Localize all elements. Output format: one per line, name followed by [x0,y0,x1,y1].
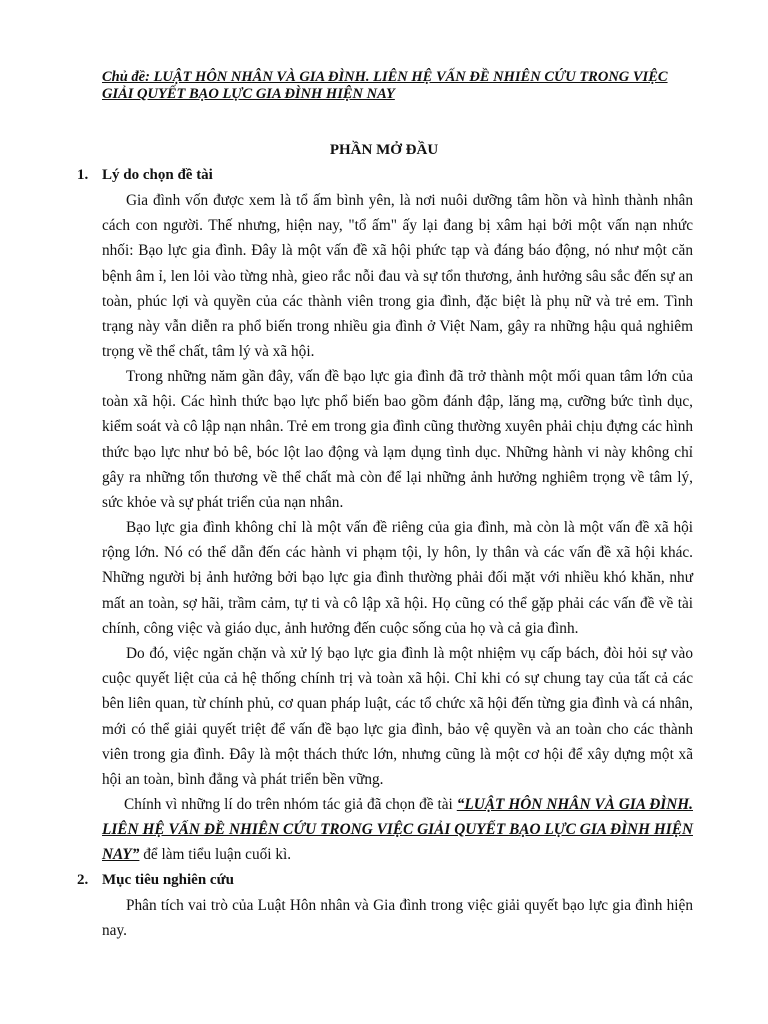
section-1-number: 1. [77,167,89,183]
paragraph-4: Do đó, việc ngăn chặn và xử lý bạo lực gia đình là một nhiệm vụ cấp bách, đòi hỏi sự vào cuộc quyết liệt của cả hệ thống chính trị và toàn xã hội. Chỉ khi có sự chung tay của tất cả các bên liên quan, từ chính phủ, cơ quan pháp luật, các tổ chức xã hội đến từng gia đình và cá nhân, mới có thể giải quyết triệt để vấn đề bạo lực gia đình, bảo vệ quyền và an toàn cho các thành viên trong gia đình. Đây là một thách thức lớn, nhưng cũng là một cơ hội để xây dựng một xã hội an toàn, bình đẳng và phát triển bền vững. [102,645,693,789]
topic-title: Chủ đề: LUẬT HÔN NHÂN VÀ GIA ĐÌNH. LIÊN HỆ VẤN ĐỀ NHIÊN CỨU TRONG VIỆC GIẢI QUYẾT BẠO LỰC GIA ĐÌNH HIỆN NAY [102,69,668,102]
paragraph-2: Trong những năm gần đây, vấn đề bạo lực gia đình đã trở thành một mối quan tâm lớn của toàn xã hội. Các hình thức bạo lực phổ biến bao gồm đánh đập, lăng mạ, cưỡng bức tình dục, kiểm soát và cô lập nạn nhân. Trẻ em trong gia đình cũng thường xuyên phải chịu đựng các hình thức bạo lực như bỏ bê, bóc lột lao động và lạm dụng tình dục. Những hành vi này không chỉ gây ra những tổn thương về thể chất mà còn để lại những ảnh hưởng nghiêm trọng về tâm lý, sức khỏe và sự phát triển của nạn nhân. [102,368,693,512]
closing-suffix: để làm tiểu luận cuối kì. [139,846,292,864]
paragraph-objective: Phân tích vai trò của Luật Hôn nhân và Gia đình trong việc giải quyết bạo lực gia đình hiện nay. [102,897,693,940]
section-1-title: Lý do chọn đề tài [102,167,213,183]
section-2-title: Mục tiêu nghiên cứu [102,872,234,888]
closing-topic-emphasis: “LUẬT HÔN NHÂN VÀ GIA ĐÌNH. LIÊN HỆ VẤN ĐỀ NHIÊN CỨU TRONG VIỆC GIẢI QUYẾT BẠO LỰC GIA ĐÌNH HIỆN NAY” [102,796,693,864]
closing-paragraph [102,792,693,868]
part-title: PHẦN MỞ ĐẦU [329,142,439,158]
paragraph-1: Gia đình vốn được xem là tổ ấm bình yên, là nơi nuôi dưỡng tâm hồn và hình thành nhân cách con người. Thế nhưng, hiện nay, "tổ ấm" ấy lại đang bị xâm hại bởi một vấn nạn nhức nhối: Bạo lực gia đình. Đây là một vấn đề xã hội phức tạp và đáng báo động, nó như một căn bệnh âm ỉ, len lỏi vào từng nhà, gieo rắc nỗi đau và sự tổn thương, ảnh hưởng sâu sắc đến sự an toàn, phúc lợi và quyền của các thành viên trong gia đình, đặc biệt là phụ nữ và trẻ em. Tình trạng này vẫn diễn ra phổ biến trong nhiều gia đình ở Việt Nam, gây ra những hậu quả nghiêm trọng về thể chất, tâm lý và xã hội. [102,192,693,361]
closing-prefix: Chính vì những lí do trên nhóm tác giả đã chọn đề tài [124,796,457,813]
paragraph-3: Bạo lực gia đình không chỉ là một vấn đề riêng của gia đình, mà còn là một vấn đề xã hội rộng lớn. Nó có thể dẫn đến các hành vi phạm tội, ly hôn, ly thân và các vấn đề xã hội khác. Những người bị ảnh hưởng bởi bạo lực gia đình thường phải đối mặt với nhiều khó khăn, như mất an toàn, sợ hãi, trầm cảm, tự ti và cô lập xã hội. Họ cũng có thể gặp phải các vấn đề về tài chính, công việc và giáo dục, ảnh hưởng đến cuộc sống của họ và cả gia đình. [102,519,693,637]
section-2-number: 2. [77,872,89,888]
